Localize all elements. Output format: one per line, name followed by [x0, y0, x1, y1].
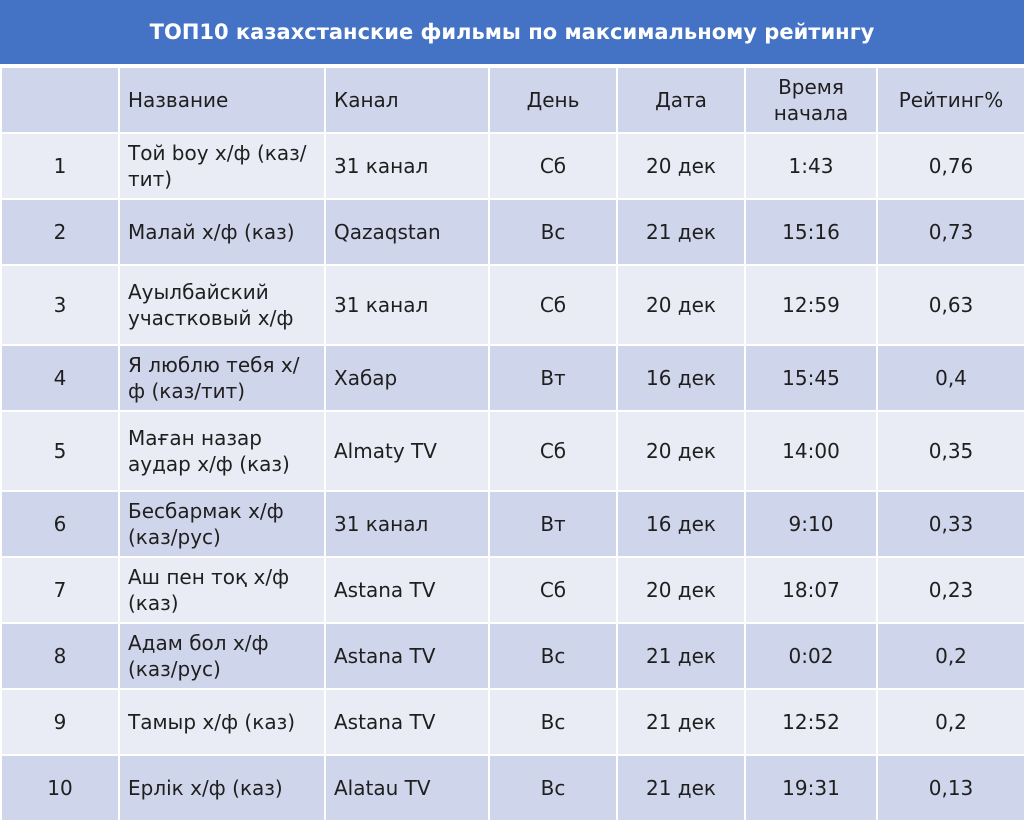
- cell-rating: [877, 491, 1024, 557]
- cell-date-text: 21 дек: [645, 776, 717, 800]
- cell-channel-text: Astana TV: [334, 578, 436, 602]
- cell-time: [745, 199, 877, 265]
- table-row: [1, 265, 1024, 345]
- cell-day-text: Сб: [539, 293, 567, 317]
- cell-date: [617, 623, 745, 689]
- cell-time-text: 12:59: [782, 293, 840, 317]
- cell-day-text: Вс: [540, 776, 566, 800]
- cell-num-text: 9: [53, 710, 67, 734]
- cell-day-text: Вс: [540, 644, 566, 668]
- cell-num-text: 7: [53, 578, 67, 602]
- cell-name-text: Тамыр х/ф (каз): [128, 710, 296, 734]
- cell-rating: [877, 411, 1024, 491]
- cell-date: [617, 689, 745, 755]
- cell-channel-text: 31 канал: [334, 154, 429, 178]
- cell-channel-text: Astana TV: [334, 710, 436, 734]
- cell-time-text: 9:10: [788, 512, 834, 536]
- header-row: [1, 67, 1024, 133]
- cell-channel: [325, 265, 489, 345]
- cell-channel-text: Astana TV: [334, 644, 436, 668]
- cell-name: [119, 265, 325, 345]
- cell-day: [489, 689, 617, 755]
- cell-date-text: 16 дек: [645, 512, 717, 536]
- cell-channel-text: Alatau TV: [334, 776, 431, 800]
- cell-time: [745, 411, 877, 491]
- cell-day: [489, 755, 617, 821]
- cell-channel: [325, 491, 489, 557]
- cell-day: [489, 265, 617, 345]
- table-row: [1, 133, 1024, 199]
- cell-day-text: Вс: [540, 710, 566, 734]
- cell-name-text: Ерлік х/ф (каз): [128, 776, 283, 800]
- header-time: [745, 67, 877, 133]
- cell-day-text: Сб: [539, 578, 567, 602]
- cell-time-text: 15:45: [782, 366, 840, 390]
- cell-day: [489, 623, 617, 689]
- cell-name-text: Малай х/ф (каз): [128, 220, 295, 244]
- header-day: День: [489, 67, 617, 133]
- cell-name-text: Той boy х/ф (каз/тит): [128, 141, 307, 191]
- cell-rating: [877, 689, 1024, 755]
- cell-rating-text: 0,73: [928, 220, 974, 244]
- cell-time: [745, 345, 877, 411]
- cell-channel-text: 31 канал: [334, 293, 429, 317]
- cell-rating-text: 0,33: [928, 512, 974, 536]
- cell-name-text: Маған назар аудар х/ф (каз): [128, 426, 290, 476]
- cell-rating-text: 0,63: [928, 293, 974, 317]
- table-row: [1, 491, 1024, 557]
- cell-date-text: 20 дек: [645, 154, 717, 178]
- cell-day: [489, 345, 617, 411]
- cell-name-text: Аш пен тоқ х/ф (каз): [128, 565, 290, 615]
- cell-num-text: 2: [53, 220, 67, 244]
- cell-time: [745, 265, 877, 345]
- cell-date-text: 20 дек: [645, 439, 717, 463]
- cell-num-text: 8: [53, 644, 67, 668]
- cell-date: [617, 265, 745, 345]
- cell-day-text: Сб: [539, 439, 567, 463]
- header-date: Дата: [617, 67, 745, 133]
- cell-name: [119, 755, 325, 821]
- cell-time-text: 1:43: [788, 154, 834, 178]
- table-row: [1, 345, 1024, 411]
- cell-name: [119, 557, 325, 623]
- cell-date-text: 21 дек: [645, 220, 717, 244]
- cell-num: [1, 199, 119, 265]
- cell-time: [745, 623, 877, 689]
- cell-name: [119, 345, 325, 411]
- cell-channel: [325, 411, 489, 491]
- cell-channel-text: Qazaqstan: [334, 220, 441, 244]
- cell-time-text: 14:00: [782, 439, 840, 463]
- cell-date: [617, 133, 745, 199]
- cell-num-text: 1: [53, 154, 67, 178]
- cell-rating: [877, 557, 1024, 623]
- cell-time: [745, 491, 877, 557]
- cell-num-text: 6: [53, 512, 67, 536]
- cell-num: [1, 623, 119, 689]
- cell-time: [745, 557, 877, 623]
- cell-num: [1, 557, 119, 623]
- cell-date-text: 16 дек: [645, 366, 717, 390]
- cell-name: [119, 491, 325, 557]
- cell-rating-text: 0,2: [935, 710, 967, 734]
- cell-time: [745, 689, 877, 755]
- cell-date: [617, 345, 745, 411]
- cell-channel: [325, 345, 489, 411]
- cell-date: [617, 491, 745, 557]
- cell-num: [1, 491, 119, 557]
- cell-day: [489, 411, 617, 491]
- cell-date: [617, 199, 745, 265]
- table-row: [1, 199, 1024, 265]
- table-row: [1, 411, 1024, 491]
- cell-rating: [877, 199, 1024, 265]
- cell-num: [1, 755, 119, 821]
- cell-num: [1, 133, 119, 199]
- cell-num: [1, 411, 119, 491]
- cell-time: [745, 755, 877, 821]
- cell-num-text: 4: [53, 366, 67, 390]
- cell-date-text: 21 дек: [645, 710, 717, 734]
- header-channel: Канал: [325, 67, 489, 133]
- cell-date-text: 20 дек: [645, 578, 717, 602]
- cell-rating: [877, 133, 1024, 199]
- cell-channel: [325, 199, 489, 265]
- cell-rating-text: 0,4: [935, 366, 967, 390]
- cell-channel: [325, 755, 489, 821]
- cell-day-text: Вт: [540, 366, 566, 390]
- cell-num: [1, 689, 119, 755]
- cell-day-text: Сб: [539, 154, 567, 178]
- cell-day-text: Вс: [540, 220, 566, 244]
- cell-name: [119, 623, 325, 689]
- table-row: [1, 557, 1024, 623]
- cell-num-text: 3: [53, 293, 67, 317]
- cell-name: [119, 411, 325, 491]
- cell-num-text: 10: [47, 776, 73, 800]
- cell-date-text: 21 дек: [645, 644, 717, 668]
- cell-date: [617, 755, 745, 821]
- cell-time-text: 12:52: [782, 710, 840, 734]
- header-num: [1, 67, 119, 133]
- cell-day: [489, 491, 617, 557]
- cell-day-text: Вт: [540, 512, 566, 536]
- cell-rating-text: 0,2: [935, 644, 967, 668]
- table-row: [1, 623, 1024, 689]
- cell-channel: [325, 689, 489, 755]
- cell-name-text: Бесбармак х/ф (каз/рус): [128, 499, 284, 549]
- cell-channel: [325, 557, 489, 623]
- cell-name-text: Адам бол х/ф (каз/рус): [128, 631, 269, 681]
- cell-rating-text: 0,13: [928, 776, 974, 800]
- cell-num: [1, 345, 119, 411]
- cell-day: [489, 557, 617, 623]
- cell-time-text: 15:16: [782, 220, 840, 244]
- cell-rating: [877, 265, 1024, 345]
- cell-name: [119, 689, 325, 755]
- cell-num: [1, 265, 119, 345]
- table-row: [1, 755, 1024, 821]
- cell-channel-text: 31 канал: [334, 512, 429, 536]
- cell-day: [489, 133, 617, 199]
- cell-time: [745, 133, 877, 199]
- cell-name-text: Я люблю тебя х/ф (каз/тит): [128, 353, 300, 403]
- cell-name: [119, 199, 325, 265]
- cell-time-text: 18:07: [782, 578, 840, 602]
- cell-day: [489, 199, 617, 265]
- cell-rating: [877, 755, 1024, 821]
- cell-name: [119, 133, 325, 199]
- cell-rating: [877, 345, 1024, 411]
- header-rating: Рейтинг%: [877, 67, 1024, 133]
- cell-rating-text: 0,76: [928, 154, 974, 178]
- table-row: [1, 689, 1024, 755]
- cell-rating-text: 0,23: [928, 578, 974, 602]
- cell-name-text: Ауылбайский участковый х/ф: [128, 280, 294, 330]
- cell-num-text: 5: [53, 439, 67, 463]
- cell-channel: [325, 623, 489, 689]
- header-name: Название: [119, 67, 325, 133]
- cell-time-text: 19:31: [782, 776, 840, 800]
- cell-rating: [877, 623, 1024, 689]
- cell-time-text: 0:02: [788, 644, 834, 668]
- cell-rating-text: 0,35: [928, 439, 974, 463]
- ratings-table: [0, 66, 1024, 822]
- header-time-label: Время начала: [773, 75, 849, 125]
- cell-channel-text: Хабар: [334, 366, 398, 390]
- cell-date: [617, 411, 745, 491]
- cell-channel-text: Almaty TV: [334, 439, 437, 463]
- cell-channel: [325, 133, 489, 199]
- cell-date-text: 20 дек: [645, 293, 717, 317]
- cell-date: [617, 557, 745, 623]
- table-title: ТОП10 казахстанские фильмы по максимальному рейтингу: [0, 0, 1024, 66]
